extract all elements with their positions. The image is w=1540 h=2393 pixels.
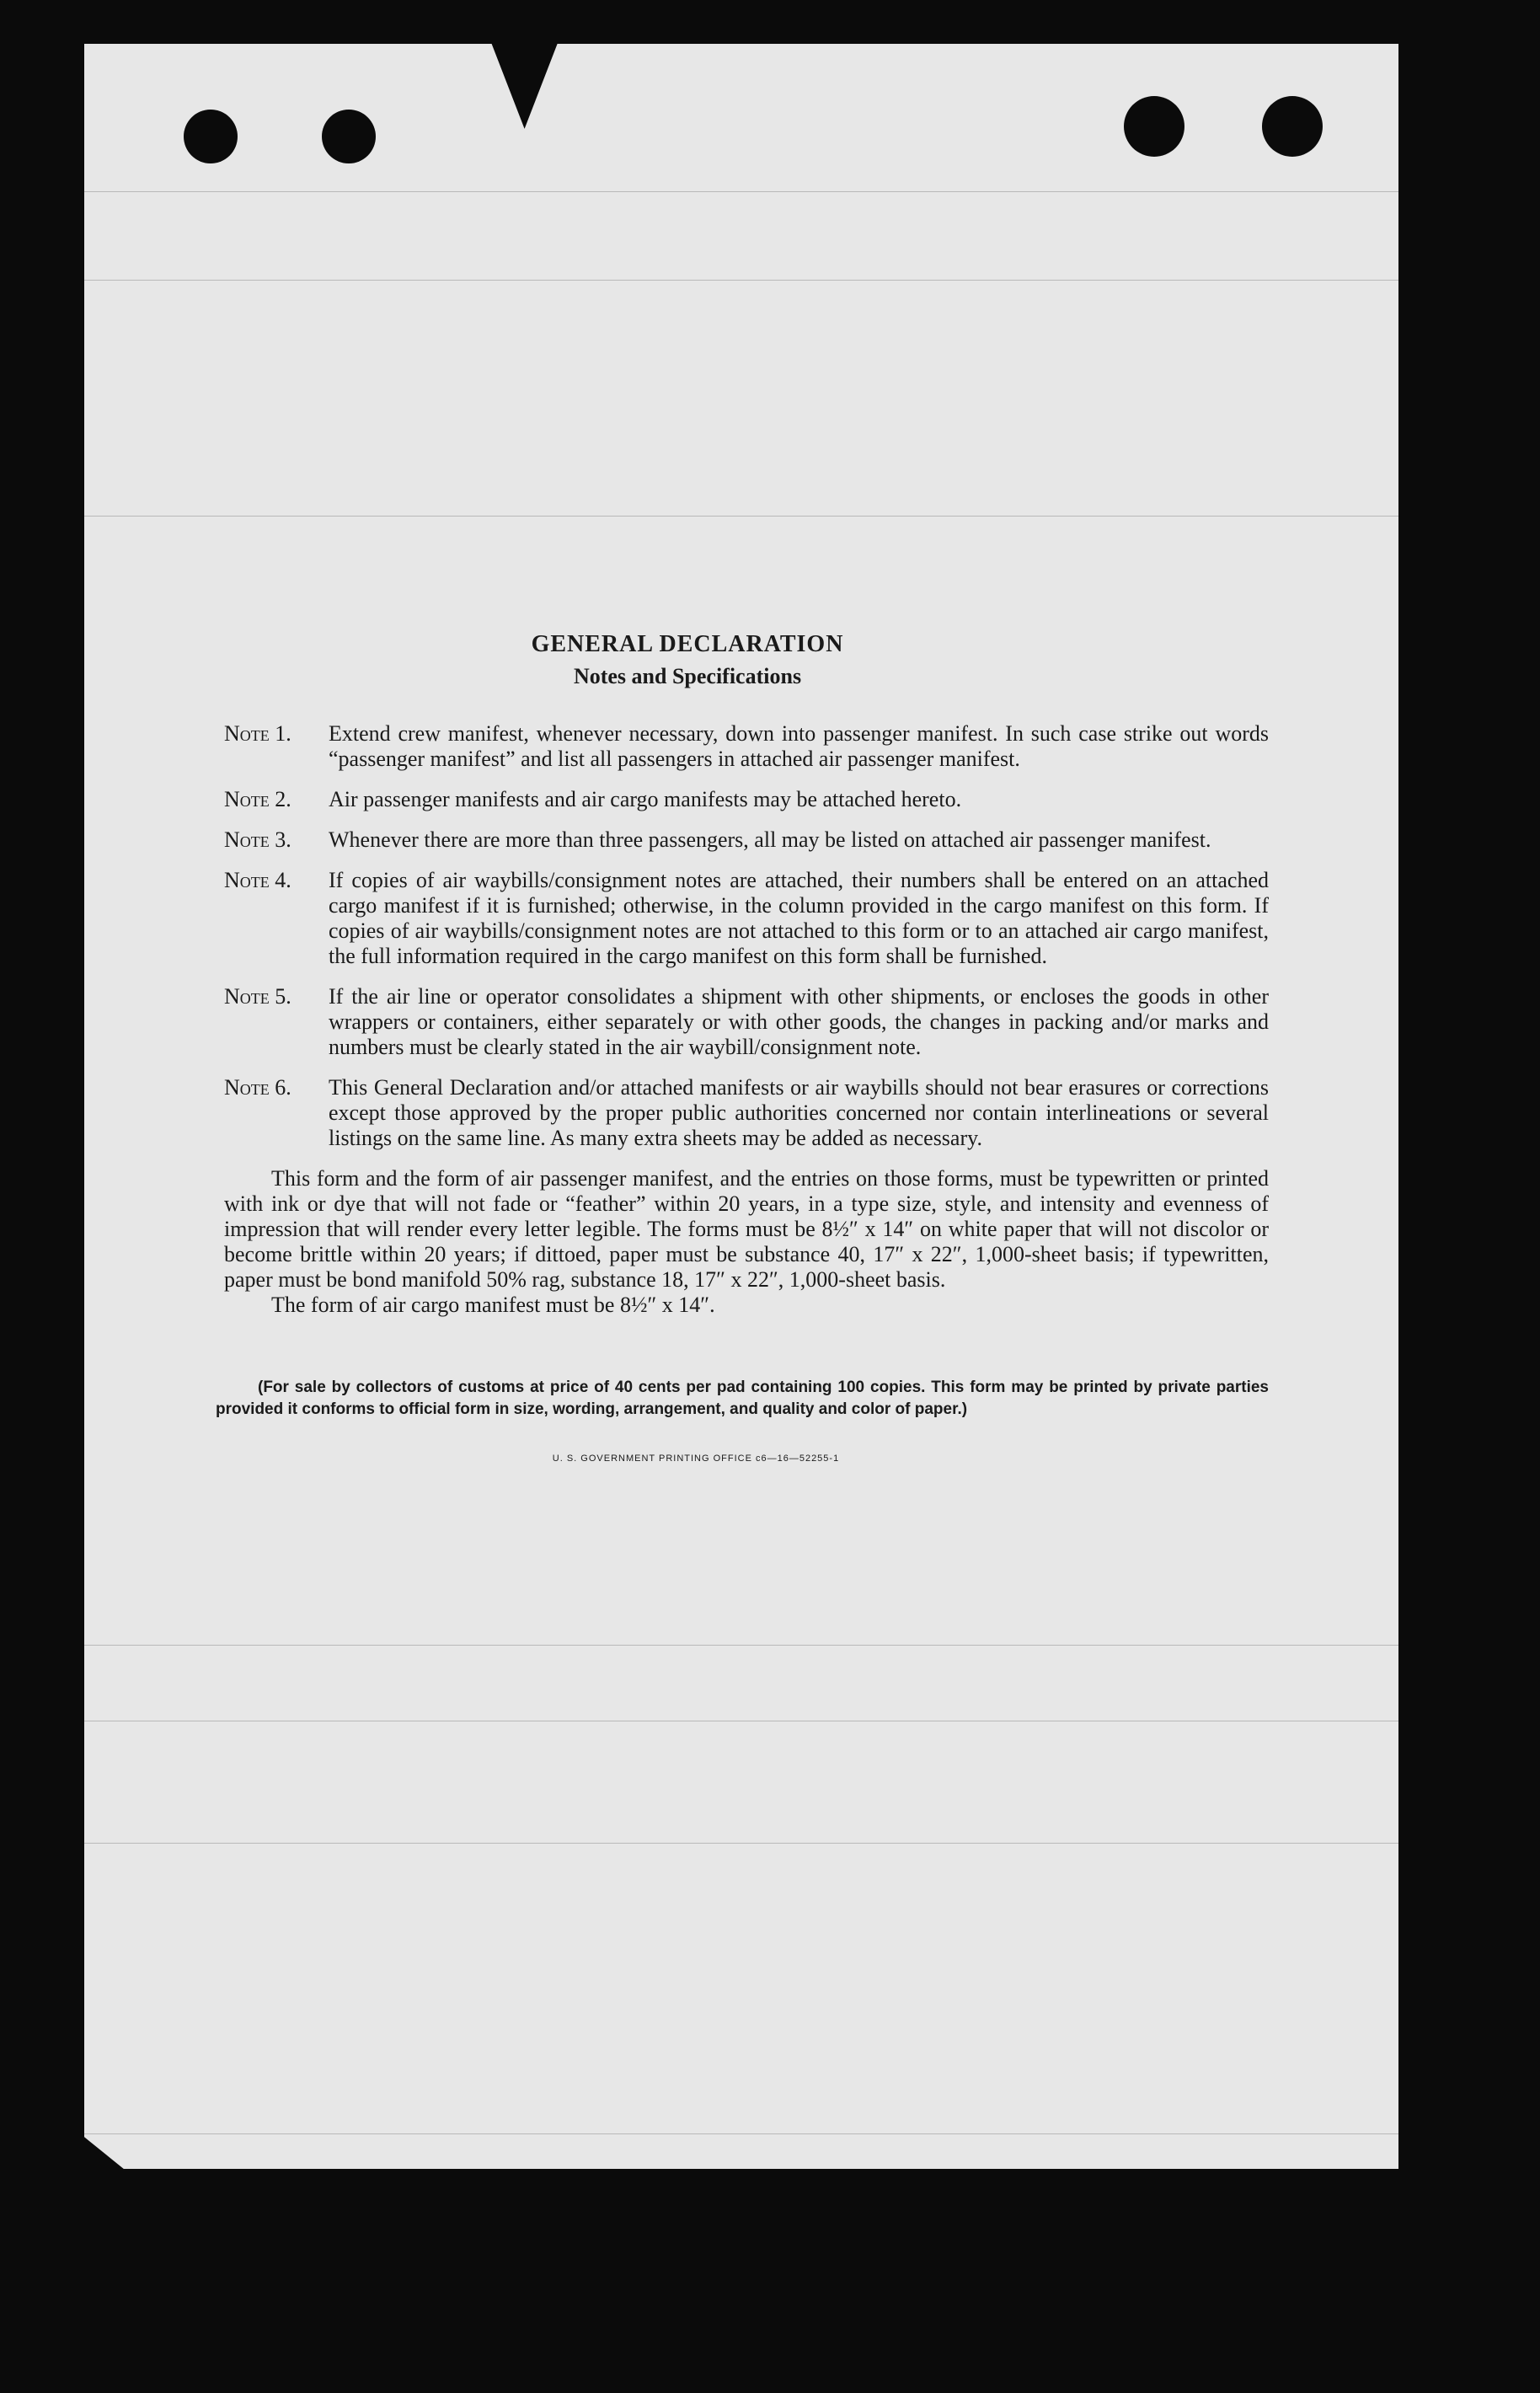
note-label: Note 1. [224,721,291,746]
note-text: This General Declaration and/or attached manifests or air waybills should not bear erasures or corrections except those approved by the proper public authorities concerned nor contain interlineations or several listings on the same line. As many extra sheets may be added as necessary. [329,1075,1269,1150]
note-text: If copies of air waybills/consignment notes are attached, their numbers shall be entered on an attached cargo manifest if it is furnished; otherwise, in the column provided in the cargo manifest on this form. If copies of air waybills/consignment notes are not attached to this form or to an attached air cargo manifest, the full information required in the cargo manifest on this form shall be furnished. [329,868,1269,968]
note-label: Note 2. [224,787,291,811]
note-3 [224,827,1269,853]
bleed-rule [84,191,1398,192]
sale-notice: (For sale by collectors of customs at price of 40 cents per pad containing 100 copies. This form may be printed by private parties provided it conforms to official form in size, wording, arrangement, and quality and color of paper.) [216,1379,1269,1418]
note-text: Whenever there are more than three passengers, all may be listed on attached air passenger manifest. [329,827,1211,852]
document-subtitle: Notes and Specifications [573,664,802,688]
punch-hole-1 [184,110,238,163]
note-text: Extend crew manifest, whenever necessary, down into passenger manifest. In such case strike out words “passenger manifest” and list all passengers in attached air passenger manifest. [329,721,1269,771]
bleed-rule [84,1645,1398,1646]
document-title: GENERAL DECLARATION [531,631,844,657]
bleed-rule [84,2133,1398,2134]
note-1 [224,721,1269,772]
note-4 [224,868,1269,969]
note-2 [224,787,1269,812]
note-label: Note 6. [224,1075,291,1100]
note-label: Note 5. [224,984,291,1009]
punch-hole-4 [1262,96,1323,157]
punch-hole-3 [1124,96,1184,157]
bleed-rule [84,280,1398,281]
note-6 [224,1075,1269,1151]
bleed-rule [84,516,1398,517]
declaration-notes [216,631,1269,1471]
printer-imprint: U. S. GOVERNMENT PRINTING OFFICE c6—16—52255-1 [552,1453,840,1464]
note-5 [224,984,1269,1060]
note-text: Air passenger manifests and air cargo manifests may be attached hereto. [329,787,962,811]
note-label: Note 4. [224,868,291,892]
note-text: If the air line or operator consolidates a shipment with other shipments, or encloses the goods in other wrappers or containers, either separately or with other goods, the changes in packing and/or marks and numbers must be clearly stated in the air waybill/consignment note. [329,984,1269,1059]
cargo-manifest-size-paragraph: The form of air cargo manifest must be 8½″ x 14″. [271,1293,715,1317]
punch-hole-2 [322,110,376,163]
note-label: Note 3. [224,827,291,852]
bleed-rule [84,1843,1398,1844]
form-specification-paragraph: This form and the form of air passenger manifest, and the entries on those forms, must be typewritten or printed with ink or dye that will not fade or “feather” within 20 years, in a type size, style, and intensity and evenness of impression that will render every letter legible. The forms must be 8½″ x 14″ on white paper that will not discolor or become brittle within 20 years; if dittoed, paper must be substance 40, 17″ x 22″, 1,000-sheet basis; if typewritten, paper must be bond manifold 50% rag, substance 18, 17″ x 22″, 1,000-sheet basis. [224,1166,1269,1292]
